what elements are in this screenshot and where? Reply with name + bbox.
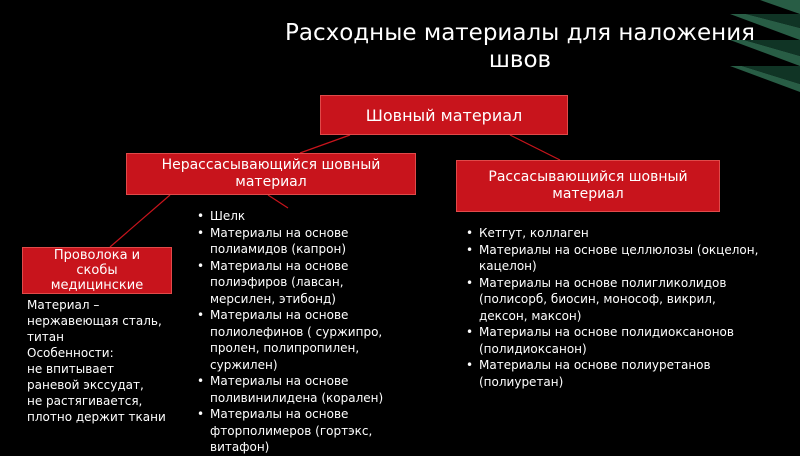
list-item: • Материалы на основе поливинилидена (корален) (197, 373, 412, 406)
suture-material-label: Шовный материал (365, 105, 523, 125)
connector-nonabsorbable-wire (110, 195, 170, 247)
suture-material-box (320, 95, 568, 135)
wire-desc-line: не впитывает (27, 362, 115, 376)
connector-nonabsorbable-list (268, 195, 288, 208)
list-item: • Материалы на основе полидиоксанонов (полидиоксанон) (466, 324, 766, 357)
list-item: • Кетгут, коллаген (466, 225, 766, 242)
list-item: • Материалы на основе целлюлозы (окцелон, кацелон) (466, 242, 766, 275)
wire-label-line1: Проволока и (53, 248, 141, 263)
wire-desc-line: плотно держит ткани (27, 410, 166, 424)
wire-desc-line: раневой экссудат, (27, 378, 144, 392)
list-item: • Материалы на основе полиуретанов (полиуретан) (466, 357, 766, 390)
nonabsorbable-list (197, 208, 412, 456)
wire-label-line2: скобы (76, 263, 118, 278)
nonabsorbable-box (126, 153, 416, 195)
wire-desc-line: Особенности: (27, 346, 114, 360)
list-item: • Материалы на основе полигликолидов (полисорб, биосин, монософ, викрил, дексон, максон) (466, 275, 766, 325)
connector-main-absorbable (510, 135, 560, 160)
wire-desc-line: титан (27, 330, 64, 344)
slide-title-line2: швов (488, 47, 552, 73)
list-item: • Материалы на основе фторполимеров (гортэкс, витафон) (197, 406, 412, 456)
wire-desc-line: не растягивается, (27, 394, 143, 408)
nonabsorbable-label-line2: материал (235, 174, 307, 190)
absorbable-label-line1: Рассасывающийся шовный (488, 169, 688, 185)
list-item: • Шелк (197, 208, 412, 225)
absorbable-list (466, 225, 766, 390)
wire-desc-line: нержавеющая сталь, (27, 314, 162, 328)
list-item: • Материалы на основе полиэфиров (лавсан, мерсилен, этибонд) (197, 258, 412, 308)
list-item: • Материалы на основе полиолефинов ( суржипро, пролен, полипропилен, суржилен) (197, 307, 412, 373)
nonabsorbable-label-line1: Нерассасывающийся шовный (161, 157, 381, 173)
list-item: • Материалы на основе полиамидов (капрон) (197, 225, 412, 258)
slide-title-line1: Расходные материалы для наложения (284, 20, 755, 46)
absorbable-box (456, 160, 720, 212)
absorbable-label-line2: материал (552, 186, 624, 202)
wire-description (27, 297, 192, 425)
connector-main-nonabsorbable (300, 135, 350, 153)
wire-label-line3: медицинские (50, 278, 144, 293)
wire-staples-box (22, 247, 172, 294)
wire-desc-line: Материал – (27, 298, 100, 312)
